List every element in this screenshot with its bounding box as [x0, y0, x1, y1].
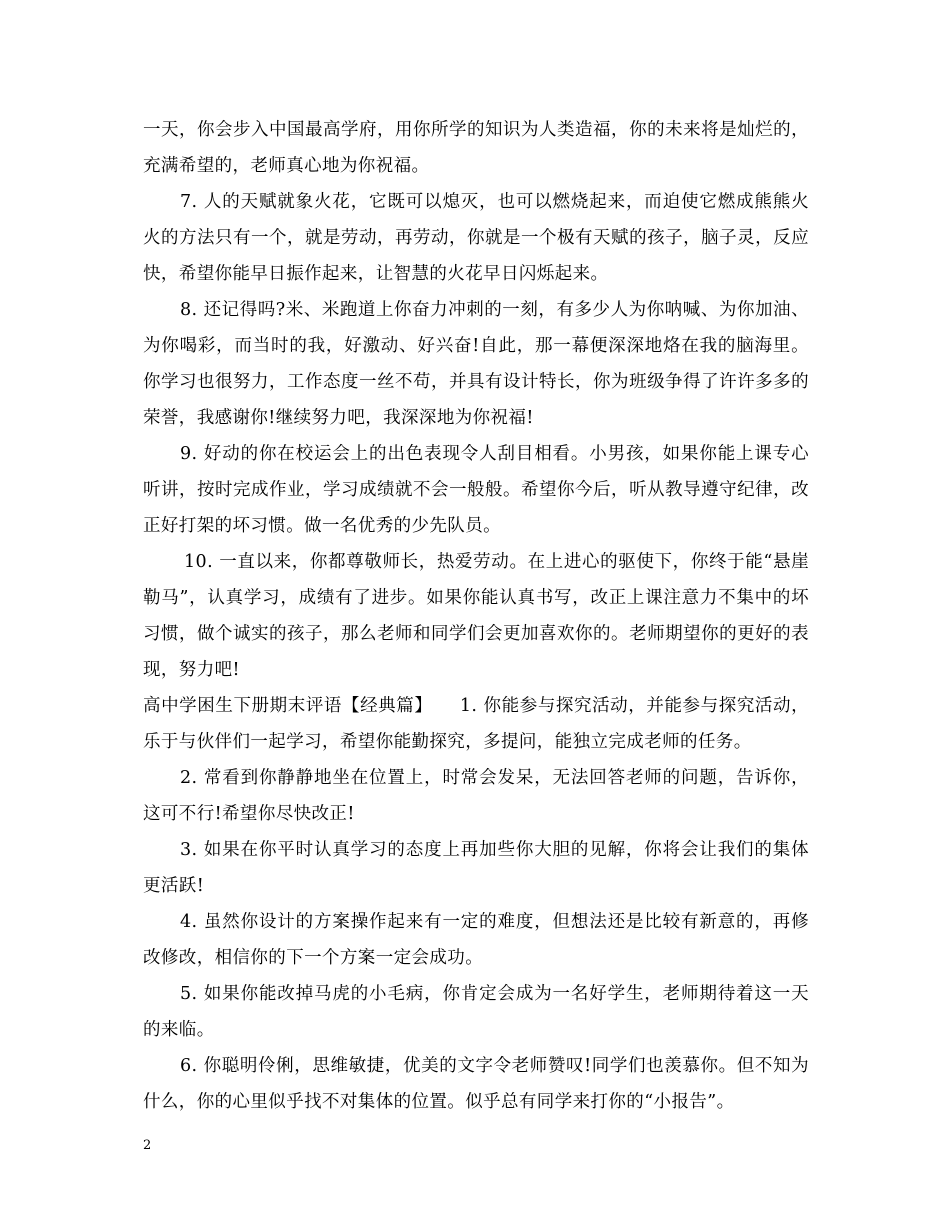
paragraph-item-6: 6. 你聪明伶俐，思维敏捷，优美的文字令老师赞叹!同学们也羡慕你。但不知为什么，你的心里似乎找不对集体的位置。似乎总有同学来打你的“小报告”。: [143, 1056, 809, 1112]
paragraph-item-7: 7. 人的天赋就象火花，它既可以熄灭，也可以燃烧起来，而迫使它燃成熊熊火火的方法只有一个，就是劳动，再劳动，你就是一个极有天赋的孩子，脑子灵，反应快，希望你能早日振作起来，让智慧的火花早日闪烁起来。: [143, 192, 809, 284]
paragraph-item-10: 10. 一直以来，你都尊敬师长，热爱劳动。在上进心的驱使下，你终于能“悬崖勒马”，认真学习，成绩有了进步。如果你能认真书写，改正上课注意力不集中的坏习惯，做个诚实的孩子，那么老师和同学们会更加喜欢你的。老师期望你的更好的表现，努力吧!: [143, 552, 809, 680]
paragraph-item-8: 8. 还记得吗?米、米跑道上你奋力冲刺的一刻，有多少人为你呐喊、为你加油、为你喝彩，而当时的我，好激动、好兴奋!自此，那一幕便深深地烙在我的脑海里。你学习也很努力，工作态度一丝不苟，并具有设计特长，你为班级争得了许许多多的荣誉，我感谢你!继续努力吧，我深深地为你祝福!: [143, 300, 809, 428]
page-number: 2: [143, 1138, 152, 1153]
paragraph-continuation: 一天，你会步入中国最高学府，用你所学的知识为人类造福，你的未来将是灿烂的，充满希望的，老师真心地为你祝福。: [143, 120, 809, 176]
paragraph-item-3: 3. 如果在你平时认真学习的态度上再加些你大胆的见解，你将会让我们的集体更活跃!: [143, 840, 809, 896]
paragraph-item-4: 4. 虽然你设计的方案操作起来有一定的难度，但想法还是比较有新意的，再修改修改，相信你的下一个方案一定会成功。: [143, 912, 809, 968]
paragraph-item-9: 9. 好动的你在校运会上的出色表现令人刮目相看。小男孩，如果你能上课专心听讲，按时完成作业，学习成绩就不会一般般。希望你今后，听从教导遵守纪律，改正好打架的坏习惯。做一名优秀的少先队员。: [143, 444, 809, 536]
paragraph-item-2: 2. 常看到你静静地坐在位置上，时常会发呆，无法回答老师的问题，告诉你，这可不行!希望你尽快改正!: [143, 768, 809, 824]
page-body: [143, 112, 809, 1120]
section-heading-paragraph: 高中学困生下册期末评语【经典篇】 1. 你能参与探究活动，并能参与探究活动，乐于与伙伴们一起学习，希望你能勤探究，多提问，能独立完成老师的任务。: [143, 696, 809, 752]
paragraph-item-5: 5. 如果你能改掉马虎的小毛病，你肯定会成为一名好学生，老师期待着这一天的来临。: [143, 984, 809, 1040]
